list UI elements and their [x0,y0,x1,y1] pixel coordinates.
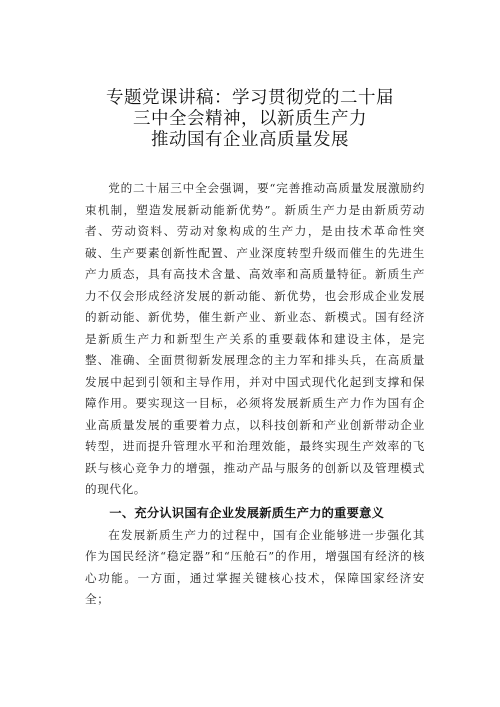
section-paragraph: 在发展新质生产力的过程中，国有企业能够进一步强化其作为国民经济“稳定器”和“压舱石”的作用，增强国有经济的核心功能。一方面，通过掌握关键核心技术，保障国家经济安全； [85,527,425,606]
title-line-3: 推动国有企业高质量发展 [151,130,349,150]
document-body [85,178,425,611]
title-line-1: 专题党课讲稿：学习贯彻党的二十届 [106,88,394,108]
document-title [60,88,440,151]
section-heading: 一、充分认识国有企业发展新质生产力的重要意义 [109,505,385,520]
intro-paragraph: 党的二十届三中全会强调，要“完善推动高质量发展激励约束机制，塑造发展新动能新优势”。新质生产力是由新质劳动者、劳动资料、劳动对象构成的生产力，是由技术革命性突破、生产要素创新性配置、产业深度转型升级而催生的先进生产力质态，具有高技术含量、高效率和高质量特征。新质生产力不仅会形成经济发展的新动能、新优势，也会形成企业发展的新动能、新优势，催生新产业、新业态、新模式。国有经济是新质生产力和新型生产关系的重要载体和建设主体，是完整、准确、全面贯彻新发展理念的主力军和排头兵，在高质量发展中起到引领和主导作用，并对中国式现代化起到支撑和保障作用。要实现这一目标，必须将发展新质生产力作为国有企业高质量发展的重要着力点，以科技创新和产业创新带动企业转型，进而提升管理水平和治理效能，最终实现生产效率的飞跃与核心竞争力的增强，推动产品与服务的创新以及管理模式的现代化。 [85,181,425,496]
title-line-2: 三中全会精神，以新质生产力 [133,109,367,129]
